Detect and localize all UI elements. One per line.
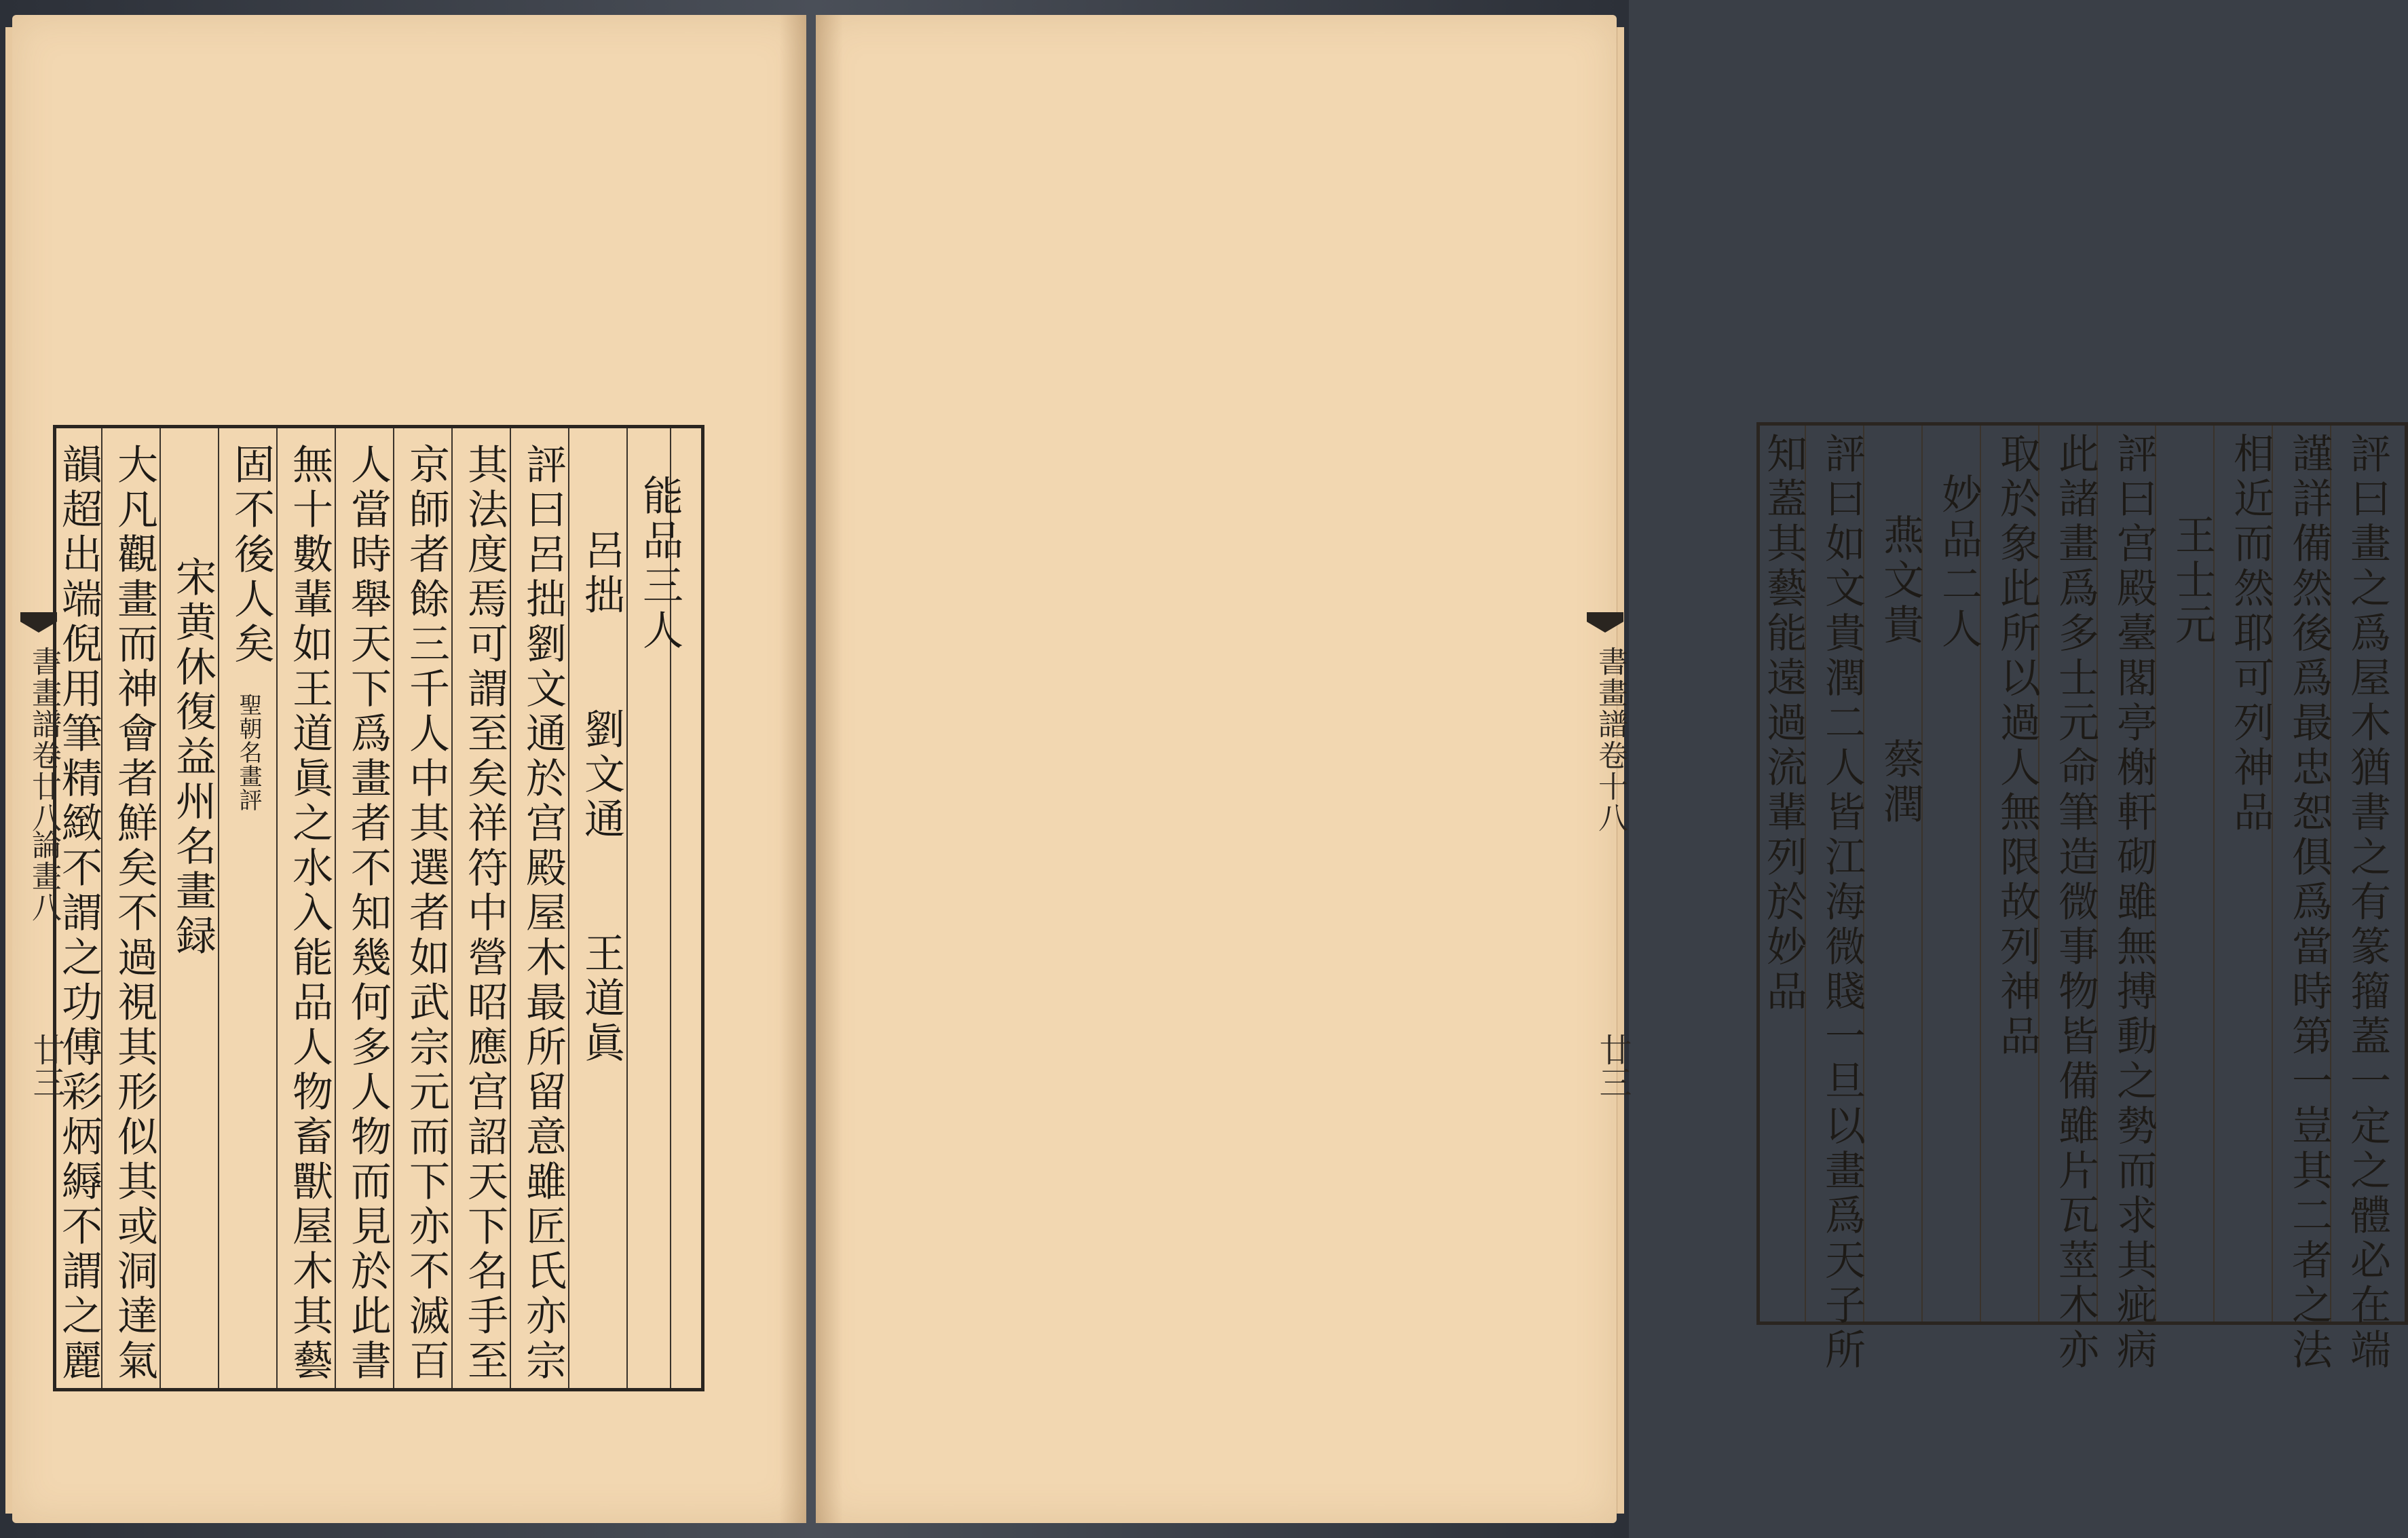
- text-column: 韻超出端倪用筆精緻不謂之功傅彩炳縟不謂之麗: [55, 443, 102, 1384]
- text-column: 京師者餘三千人中其選者如武宗元而下亦不滅百: [402, 443, 450, 1384]
- column-rule: [626, 428, 628, 1388]
- text-column: 大凡觀畫而神會者鮮矣不過視其形似其或洞達氣: [111, 443, 158, 1384]
- left-page: [12, 15, 806, 1523]
- text-column: 謹詳備然後爲最忠恕俱爲當時第一豈其二者之法: [2285, 432, 2333, 1373]
- text-column: 評曰宫殿臺閣亭榭軒砌雖無搏動之勢而求其疵病: [2110, 432, 2158, 1373]
- fishtail-mark-icon: [20, 612, 57, 638]
- column-rule: [393, 428, 394, 1388]
- column-rule: [510, 428, 511, 1388]
- fishtail-mark-icon: [1587, 612, 1623, 638]
- text-column: 取於象此所以過人無限故列神品: [1993, 432, 2041, 1059]
- text-column: 能品三人: [636, 474, 683, 654]
- text-column: 評曰如文貴潤二人皆江海微賤一旦以畫爲天子所: [1818, 432, 1866, 1373]
- text-column: 王士元: [2168, 514, 2216, 648]
- margin-book-title: 書畫譜卷廿八: [26, 646, 61, 833]
- text-column: 評曰呂拙劉文通於宫殿屋木最所留意雖匠氏亦宗: [519, 443, 567, 1384]
- source-note: 聖朝名畫評: [235, 693, 262, 812]
- text-column: 知蓋其藝能遠過流輩列於妙品: [1760, 432, 1807, 1015]
- text-column: 宋黄休復益州名畫録: [169, 556, 217, 959]
- text-column: 此諸畫爲多士元命筆造微事物皆備雖片瓦莖木亦: [2052, 432, 2099, 1373]
- text-column: 人當時舉天下爲畫者不知幾何多人物而見於此書: [344, 443, 392, 1384]
- text-column: 固不後人矣: [227, 443, 275, 667]
- column-rule: [568, 428, 569, 1388]
- margin-section-title: 論畫八: [26, 829, 61, 923]
- column-rule: [159, 428, 161, 1388]
- margin-book-title: 書畫譜卷十八: [1593, 646, 1628, 833]
- column-rule: [276, 428, 278, 1388]
- folio-number: 廿三: [1594, 1033, 1632, 1098]
- right-page: [816, 15, 2391, 1523]
- folio-number: 廿三: [27, 1033, 65, 1098]
- column-rule: [335, 428, 336, 1388]
- column-rule: [218, 428, 219, 1388]
- text-column: 評曰畫之爲屋木猶書之有篆籀蓋一定之體必在端: [2344, 432, 2391, 1373]
- text-column: 其法度焉可謂至矣祥符中營昭應宫詔天下名手至: [461, 443, 508, 1384]
- left-text-frame: [53, 425, 704, 1391]
- text-column: 燕文貴 蔡潤: [1877, 514, 1924, 827]
- text-column: 妙品二人: [1935, 473, 1982, 652]
- text-column: 相近而然耶可列神品: [2227, 432, 2274, 836]
- column-rule: [451, 428, 453, 1388]
- text-column: 呂拙 劉文通 王道眞: [578, 529, 625, 1066]
- text-column: 無十數輩如王道眞之水入能品人物畜獸屋木其藝: [286, 443, 333, 1384]
- right-text-frame: [1756, 422, 2408, 1373]
